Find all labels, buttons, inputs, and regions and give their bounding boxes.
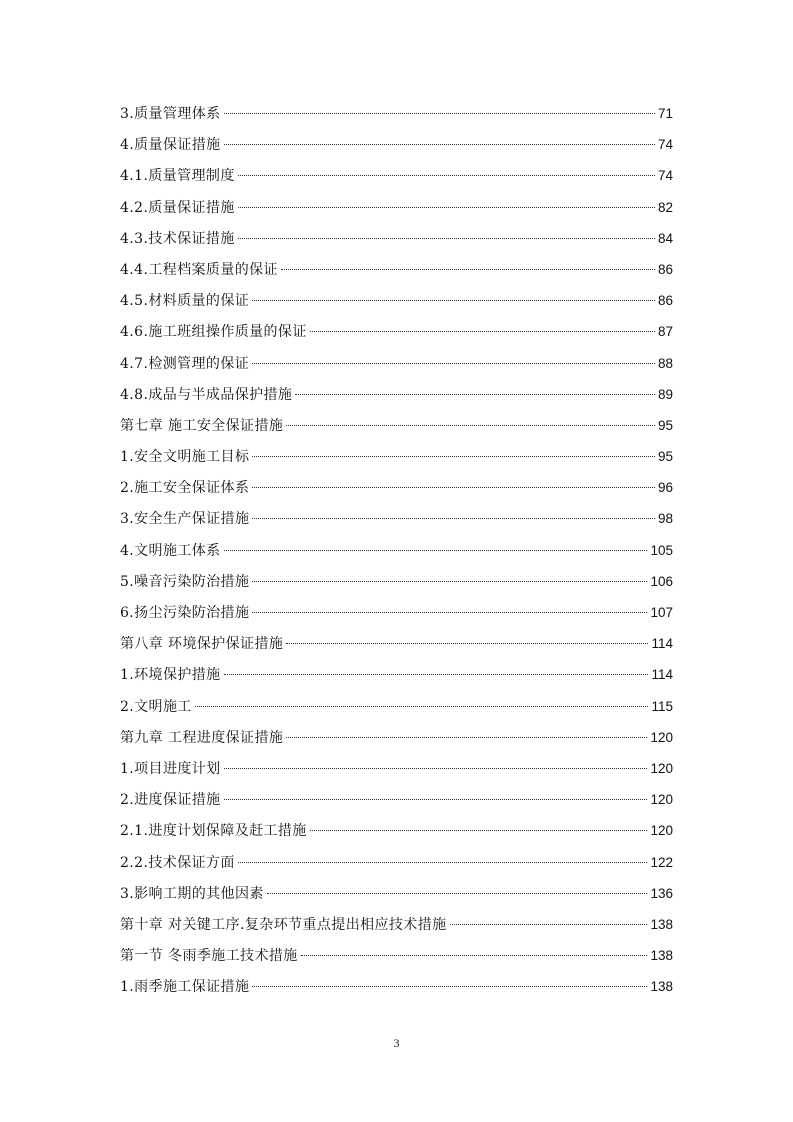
toc-entry <box>120 160 673 191</box>
toc-entry <box>120 597 673 628</box>
toc-entry-title: 4.4.工程档案质量的保证 <box>120 261 278 278</box>
toc-entry-page: 114 <box>651 636 673 652</box>
toc-entry <box>120 472 673 503</box>
toc-entry <box>120 348 673 379</box>
toc-entry-page: 114 <box>651 667 673 683</box>
toc-entry-title: 3.质量管理体系 <box>120 106 221 122</box>
dot-leader <box>252 456 655 457</box>
table-of-contents <box>120 98 673 1002</box>
toc-entry-title: 2.2.技术保证方面 <box>120 854 235 871</box>
toc-entry <box>120 254 673 285</box>
toc-entry-page: 87 <box>657 324 673 340</box>
toc-entry-page: 138 <box>650 916 673 932</box>
toc-entry <box>120 129 673 160</box>
toc-entry-title: 2.1.进度计划保障及赶工措施 <box>120 823 307 840</box>
dot-leader <box>238 175 655 176</box>
toc-entry-title: 4.1.质量管理制度 <box>120 168 235 185</box>
toc-entry <box>120 753 673 784</box>
toc-entry-page: 96 <box>657 480 673 496</box>
toc-entry-title: 1.环境保护措施 <box>120 667 221 684</box>
toc-entry-title: 2.施工安全保证体系 <box>120 480 250 497</box>
toc-entry <box>120 628 673 659</box>
toc-entry-page: 136 <box>650 885 673 901</box>
dot-leader <box>310 331 655 332</box>
toc-entry-title: 6.扬尘污染防治措施 <box>120 605 250 621</box>
dot-leader <box>224 799 648 800</box>
toc-entry-title: 5.噪音污染防治措施 <box>120 573 250 590</box>
toc-entry <box>120 285 673 316</box>
toc-entry-title: 2.进度保证措施 <box>120 792 221 809</box>
toc-entry-title: 第十章 对关键工序.复杂环节重点提出相应技术措施 <box>120 916 447 933</box>
toc-entry-title: 3.安全生产保证措施 <box>120 511 250 528</box>
toc-entry <box>120 566 673 597</box>
toc-entry <box>120 784 673 815</box>
dot-leader <box>295 394 655 395</box>
toc-entry-page: 120 <box>650 729 673 745</box>
toc-entry-page: 95 <box>657 449 673 465</box>
toc-entry <box>120 722 673 753</box>
dot-leader <box>310 830 648 831</box>
dot-leader <box>224 674 649 675</box>
toc-entry-page: 107 <box>650 605 673 620</box>
dot-leader <box>238 207 655 208</box>
toc-entry-title: 1.雨季施工保证措施 <box>120 979 250 996</box>
toc-entry-page: 88 <box>657 355 673 371</box>
dot-leader <box>252 363 655 364</box>
dot-leader <box>224 550 648 551</box>
toc-entry-title: 4.5.材料质量的保证 <box>120 293 250 310</box>
toc-entry-title: 4.7.检测管理的保证 <box>120 355 250 372</box>
dot-leader <box>286 425 655 426</box>
toc-entry-page: 138 <box>650 979 673 995</box>
toc-entry-page: 84 <box>657 230 673 246</box>
dot-leader <box>301 955 648 956</box>
toc-entry-title: 1.项目进度计划 <box>120 760 221 777</box>
toc-entry-page: 120 <box>650 792 673 808</box>
toc-entry-title: 4.2.质量保证措施 <box>120 199 235 216</box>
toc-entry-title: 第八章 环境保护保证措施 <box>120 636 284 653</box>
toc-entry <box>120 379 673 410</box>
toc-entry-title: 4.3.技术保证措施 <box>120 230 235 247</box>
toc-entry-page: 95 <box>657 417 673 433</box>
toc-entry <box>120 971 673 1002</box>
toc-entry-title: 4.质量保证措施 <box>120 137 221 154</box>
toc-entry <box>120 316 673 347</box>
toc-entry-title: 2.文明施工 <box>120 698 192 715</box>
toc-entry <box>120 192 673 223</box>
dot-leader <box>238 238 655 239</box>
dot-leader <box>224 768 648 769</box>
page-number: 3 <box>393 1036 400 1050</box>
toc-entry-page: 89 <box>657 386 673 402</box>
dot-leader <box>267 893 648 894</box>
toc-entry-page: 105 <box>650 542 673 558</box>
toc-entry <box>120 410 673 441</box>
toc-entry-page: 86 <box>657 293 673 309</box>
dot-leader <box>286 737 647 738</box>
toc-entry <box>120 847 673 878</box>
dot-leader <box>252 581 647 582</box>
toc-entry-title: 4.文明施工体系 <box>120 542 221 559</box>
toc-entry-title: 3.影响工期的其他因素 <box>120 885 264 902</box>
toc-entry-title: 第一节 冬雨季施工技术措施 <box>120 948 298 965</box>
toc-entry <box>120 503 673 534</box>
toc-entry-title: 1.安全文明施工目标 <box>120 449 250 466</box>
toc-entry-page: 74 <box>657 137 673 153</box>
toc-entry-title: 4.6.施工班组操作质量的保证 <box>120 324 307 341</box>
toc-entry-page: 82 <box>657 199 673 215</box>
dot-leader <box>195 706 649 707</box>
toc-entry <box>120 815 673 846</box>
toc-entry-page: 74 <box>657 168 673 184</box>
dot-leader <box>450 924 648 925</box>
toc-entry <box>120 691 673 722</box>
toc-entry <box>120 878 673 909</box>
toc-entry-page: 120 <box>650 823 673 839</box>
toc-entry <box>120 535 673 566</box>
dot-leader <box>238 862 648 863</box>
toc-entry-page: 138 <box>650 948 673 964</box>
dot-leader <box>252 612 647 613</box>
dot-leader <box>252 518 655 519</box>
dot-leader <box>224 113 655 114</box>
toc-entry-page: 122 <box>650 854 673 870</box>
toc-entry <box>120 98 673 129</box>
dot-leader <box>281 269 655 270</box>
toc-entry-page: 98 <box>657 511 673 527</box>
dot-leader <box>252 300 655 301</box>
toc-entry-page: 86 <box>657 261 673 277</box>
dot-leader <box>252 986 647 987</box>
toc-entry-page: 120 <box>650 760 673 776</box>
toc-entry-title: 第七章 施工安全保证措施 <box>120 417 284 434</box>
dot-leader <box>224 144 655 145</box>
toc-entry <box>120 940 673 971</box>
toc-entry <box>120 441 673 472</box>
dot-leader <box>286 643 648 644</box>
toc-entry <box>120 659 673 690</box>
toc-entry-page: 115 <box>651 698 673 714</box>
toc-entry <box>120 223 673 254</box>
toc-entry-title: 4.8.成品与半成品保护措施 <box>120 386 293 403</box>
toc-entry <box>120 909 673 940</box>
toc-entry-page: 71 <box>657 106 673 121</box>
toc-entry-title: 第九章 工程进度保证措施 <box>120 729 284 746</box>
toc-entry-page: 106 <box>650 573 673 589</box>
dot-leader <box>252 487 655 488</box>
